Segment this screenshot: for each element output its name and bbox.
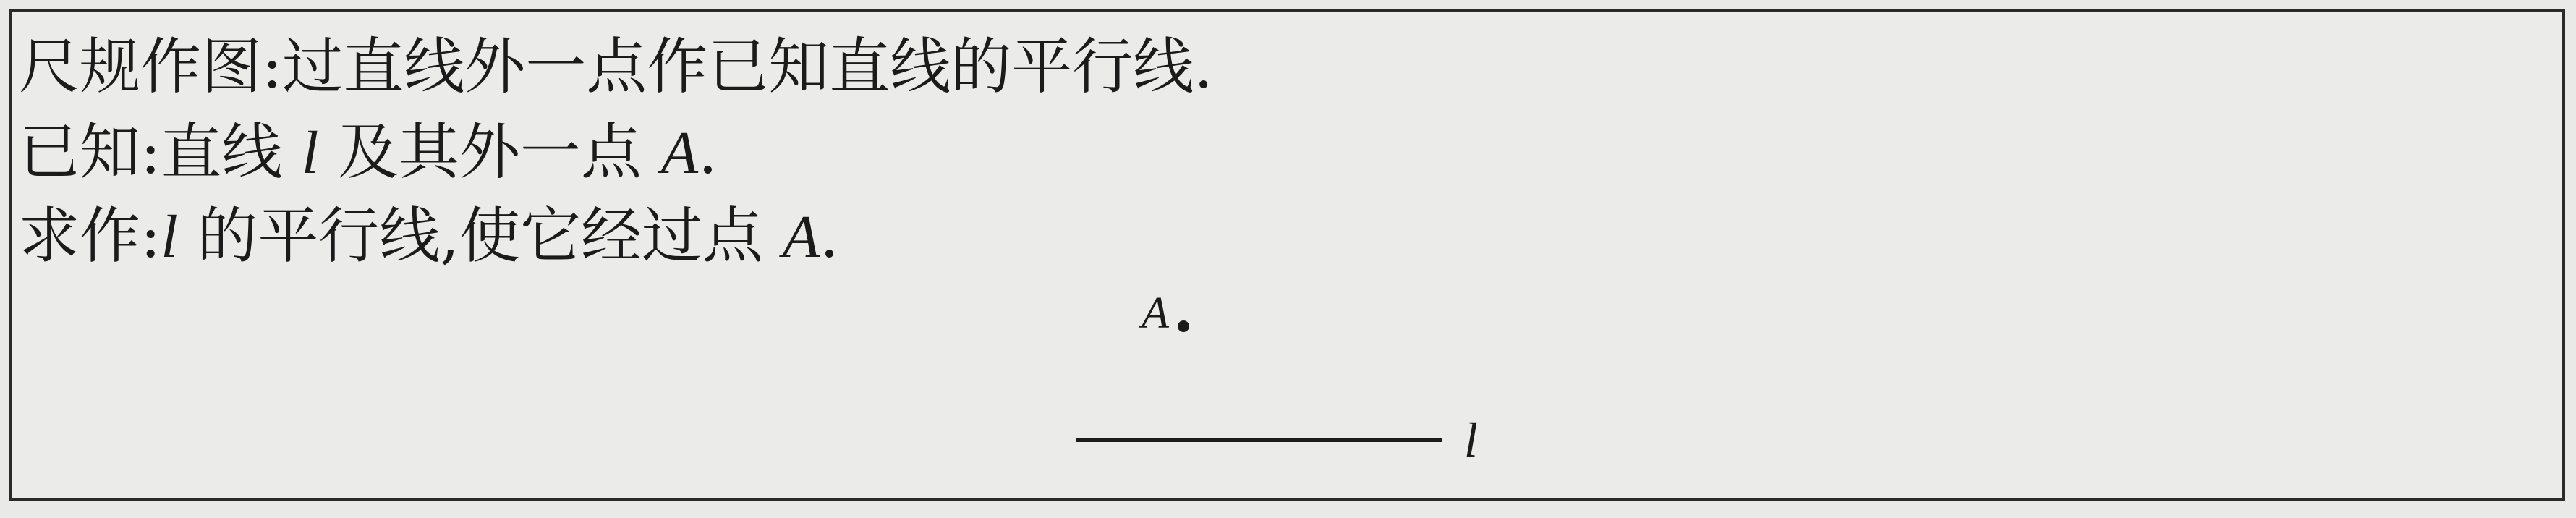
figure-point-dot — [1178, 320, 1189, 332]
given-point-variable: A — [660, 119, 699, 187]
given-line-variable: l — [302, 119, 319, 187]
figure-line-label: l — [1464, 412, 1478, 467]
construct-line-variable: l — [161, 203, 178, 271]
given-line — [19, 114, 718, 190]
construct-line — [19, 198, 839, 273]
task-text: 尺规作图:过直线外一点作已知直线的平行线. — [19, 31, 1214, 102]
given-middle: 及其外一点 — [318, 116, 661, 187]
construct-prefix: 求作: — [19, 200, 161, 271]
figure-line-segment — [1076, 438, 1442, 442]
given-prefix: 已知:直线 — [19, 116, 302, 187]
task-line — [19, 29, 1213, 104]
construct-middle: 的平行线,使它经过点 — [177, 200, 783, 271]
construct-point-variable: A — [782, 203, 820, 271]
construct-suffix: . — [820, 200, 839, 271]
figure-point-label: A — [1142, 289, 1169, 338]
given-suffix: . — [698, 116, 718, 187]
